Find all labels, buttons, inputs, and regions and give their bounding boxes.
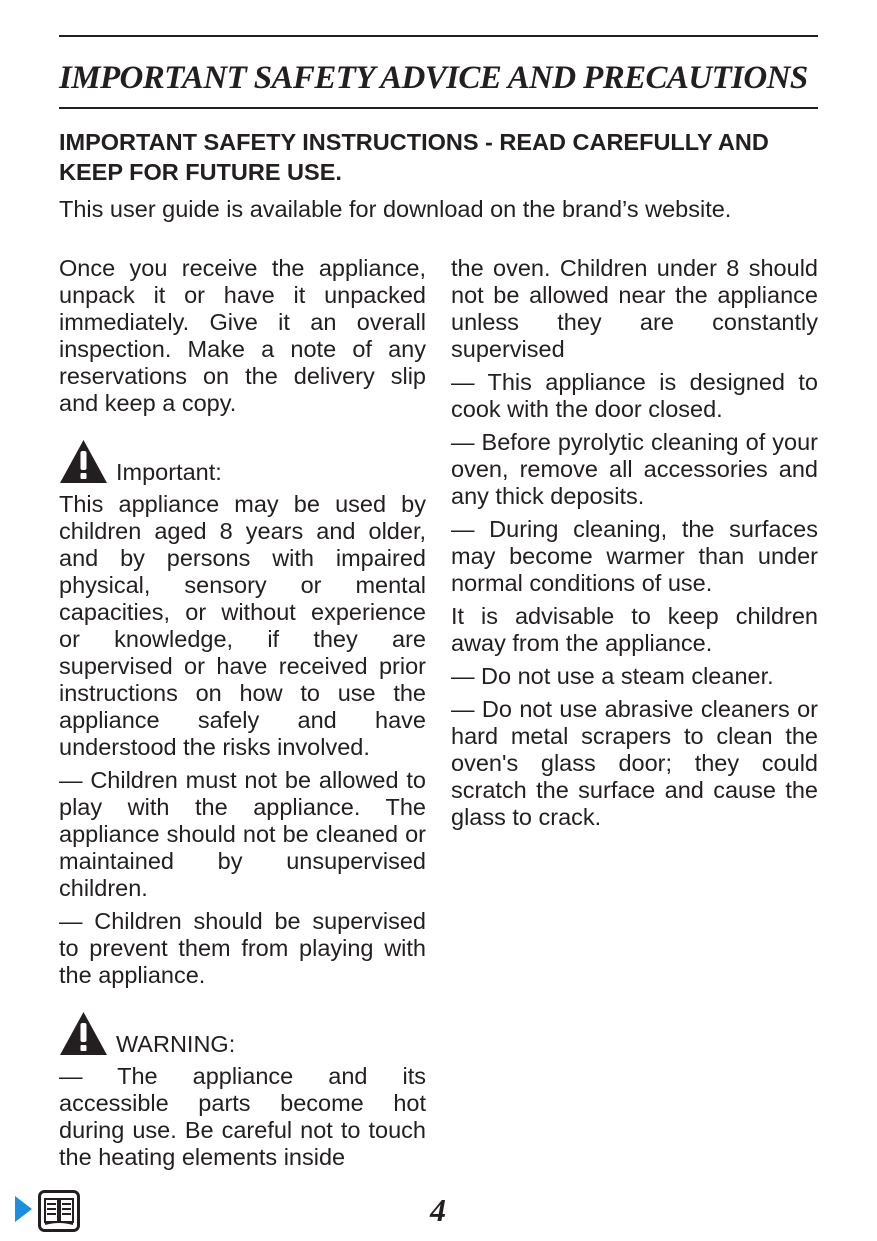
intro-paragraph: Once you receive the appliance, unpack it or have it unpacked immediately. Give it an overall inspection. Make a note of any reservations on the delivery slip and keep a copy. xyxy=(59,255,426,416)
page-number: 4 xyxy=(430,1192,446,1228)
warning-triangle-icon xyxy=(59,1011,108,1056)
safety-paragraph: — Before pyrolytic cleaning of your oven, remove all accessories and any thick deposits. xyxy=(451,429,818,509)
next-arrow-icon[interactable] xyxy=(15,1196,32,1222)
safety-paragraph: — Do not use abrasive cleaners or hard metal scrapers to clean the oven's glass door; they could scratch the surface and cause the glass to crack. xyxy=(451,696,818,830)
top-rule xyxy=(59,35,818,37)
safety-paragraph: the oven. Children under 8 should not be allowed near the appliance unless they are constantly supervised xyxy=(451,255,818,362)
left-column xyxy=(59,255,426,1177)
user-manual-book-icon[interactable] xyxy=(38,1190,80,1232)
title-underline xyxy=(59,107,818,109)
warning-label: WARNING: xyxy=(116,1031,236,1057)
page-title: IMPORTANT SAFETY ADVICE AND PRECAUTIONS xyxy=(59,60,808,96)
important-paragraph: — Children must not be allowed to play with the appliance. The appliance should not be cleaned or maintained by unsupervised children. xyxy=(59,767,426,901)
safety-paragraph: — Do not use a steam cleaner. xyxy=(451,663,774,689)
important-paragraph: This appliance may be used by children aged 8 years and older, and by persons with impaired physical, sensory or mental capacities, or without experience or knowledge, if they are supervised or have received prior instructions on how to use the appliance safely and have understood the risks involved. xyxy=(59,491,426,760)
right-column xyxy=(451,255,818,837)
important-heading xyxy=(59,439,426,484)
important-label: Important: xyxy=(116,459,222,485)
warning-triangle-icon xyxy=(59,439,108,484)
guide-download-note: This user guide is available for download on the brand’s website. xyxy=(59,196,732,222)
safety-paragraph: — During cleaning, the surfaces may become warmer than under normal conditions of use. xyxy=(451,516,818,596)
safety-paragraph: — This appliance is designed to cook with the door closed. xyxy=(451,369,818,422)
important-paragraph: — Children should be supervised to prevent them from playing with the appliance. xyxy=(59,908,426,988)
safety-instructions-heading: IMPORTANT SAFETY INSTRUCTIONS - READ CAREFULLY AND KEEP FOR FUTURE USE. xyxy=(59,129,769,185)
safety-paragraph: It is advisable to keep children away from the appliance. xyxy=(451,603,818,656)
warning-paragraph: — The appliance and its accessible parts become hot during use. Be careful not to touch the heating elements inside xyxy=(59,1063,426,1170)
warning-heading xyxy=(59,1011,426,1056)
